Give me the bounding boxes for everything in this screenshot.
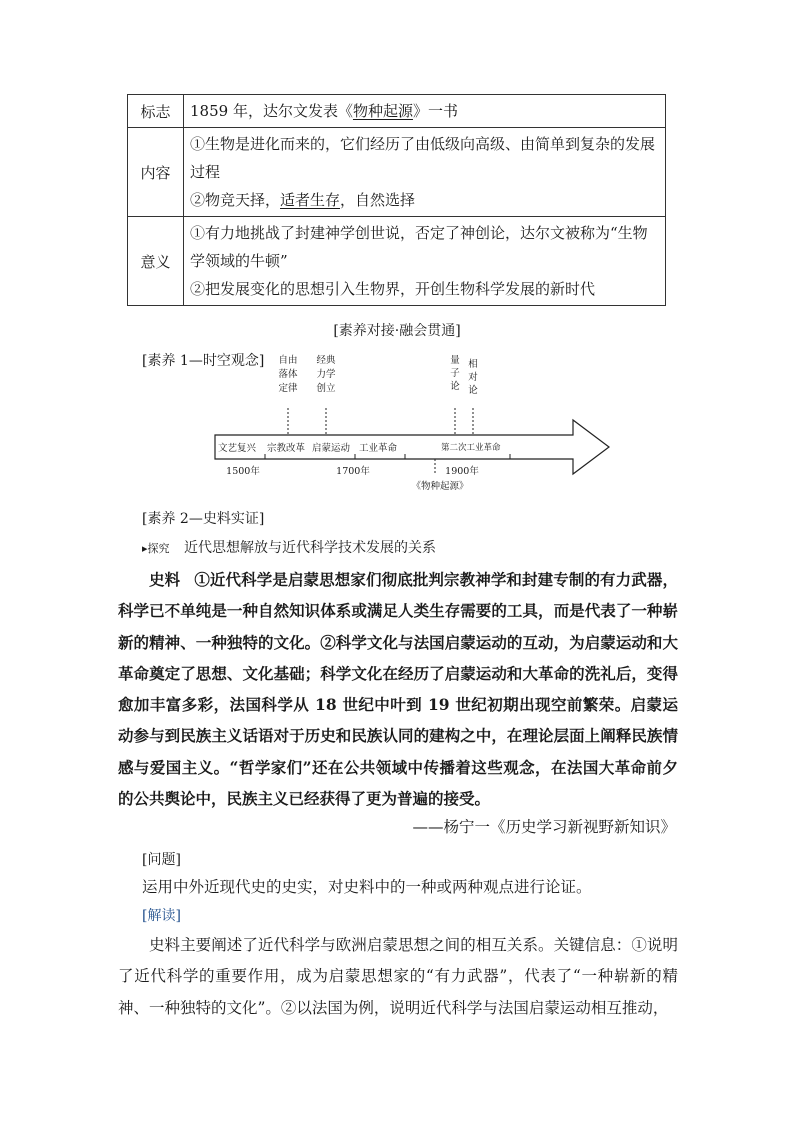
table-row [128, 217, 666, 306]
label-free-fall-2: 落体 [278, 369, 298, 380]
label-quantum-1: 量 [450, 355, 460, 366]
label-quantum-3: 论 [450, 381, 460, 392]
probe-line [142, 537, 436, 557]
text-segment: ，自然选择 [340, 191, 416, 209]
label-relativity-3: 论 [468, 385, 478, 396]
label-mechanics-2: 力学 [316, 369, 336, 380]
label-relativity-2: 对 [468, 372, 478, 383]
row-value [184, 95, 666, 128]
year-1500: 1500年 [226, 466, 260, 477]
source-paragraph [118, 564, 678, 814]
label-relativity-1: 相 [468, 359, 478, 370]
table-row [128, 128, 666, 217]
text-segment: ①生物是进化而来的，它们经历了由低级向高级、由简单到复杂的发展过程 [190, 135, 656, 181]
timeline-svg [205, 350, 615, 500]
row-key: 内容 [128, 128, 184, 217]
year-1700: 1700年 [336, 466, 370, 477]
literacy-2-heading: [素养 2—史料实证] [142, 511, 265, 527]
row-line [190, 275, 659, 303]
source-label: 史料 [149, 570, 181, 589]
year-1900: 1900年 [445, 466, 479, 477]
text-segment: 》一书 [412, 102, 458, 120]
row-value [184, 217, 666, 306]
row-line [190, 130, 659, 186]
interpretation-label: [解读] [142, 908, 181, 924]
bar-label-second-industrial: 第二次工业革命 [441, 443, 501, 453]
text-segment: ①有力地挑战了封建神学创世说，否定了神创论，达尔文被称为“生物学领域的牛顿” [190, 224, 648, 270]
row-key: 意义 [128, 217, 184, 306]
row-value [184, 128, 666, 217]
text-segment: ②物竞天择， [190, 191, 281, 209]
bar-label-industrial: 工业革命 [359, 443, 398, 454]
section-title: [素养对接·融会贯通] [333, 323, 461, 339]
literacy-1-heading: [素养 1—时空观念] [142, 353, 265, 369]
label-free-fall-3: 定律 [278, 383, 298, 394]
row-line [190, 186, 659, 214]
bar-label-reformation: 宗教改革 [267, 443, 306, 454]
label-free-fall-1: 自由 [278, 355, 298, 366]
underlined-term: 适者生存 [280, 191, 341, 209]
label-mechanics-3: 创立 [316, 383, 336, 394]
source-text: ①近代科学是启蒙思想家们彻底批判宗教神学和封建专制的有力武器，科学已不单纯是一种自然知识体系或满足人类生存需要的工具，而是代表了一种崭新的精神、一种独特的文化。②科学文化与法国启蒙运动的互动，为启蒙运动和大革命奠定了思想、文化基础；科学文化在经历了启蒙运动和大革命的洗礼后，变得愈加丰富多彩，法国科学从 18 世纪中叶到 19 世纪初期出现空前繁荣。启蒙运动参与到民族主义话语对于历史和民族认同的建构之中，在理论层面上阐释民族情感与爱国主义。“哲学家们”还在公共领域中传播着这些观念，在法国大革命前夕的公共舆论中，民族主义已经获得了更为普遍的接受。 [118, 570, 678, 809]
question-label: [问题] [142, 852, 181, 868]
source-citation: ——杨宁一《历史学习新视野新知识》 [412, 818, 676, 836]
probe-mark: ▸探究 [142, 542, 170, 555]
label-quantum-2: 子 [450, 368, 460, 379]
text-segment: ②把发展变化的思想引入生物界，开创生物科学发展的新时代 [190, 280, 596, 298]
probe-title: 近代思想解放与近代科学技术发展的关系 [183, 540, 436, 556]
underlined-term: 物种起源 [352, 102, 413, 120]
text-segment: 1859 年，达尔文发表《 [190, 102, 353, 120]
table-row [128, 95, 666, 128]
bar-label-enlightenment: 启蒙运动 [312, 443, 351, 454]
label-mechanics-1: 经典 [316, 355, 336, 366]
row-line [190, 219, 659, 275]
row-line [190, 97, 659, 125]
question-text: 运用中外近现代史的史实，对史料中的一种或两种观点进行论证。 [142, 878, 592, 896]
row-key: 标志 [128, 95, 184, 128]
interpretation-text: 史料主要阐述了近代科学与欧洲启蒙思想之间的相互关系。关键信息：①说明了近代科学的重要作用，成为启蒙思想家的“有力武器”，代表了“一种崭新的精神、一种独特的文化”。②以法国为例，说明近代科学与法国启蒙运动相互推动， [118, 936, 678, 1017]
label-origin-of-species: 《物种起源》 [411, 481, 469, 492]
summary-table [127, 94, 666, 306]
bar-label-renaissance: 文艺复兴 [218, 443, 257, 454]
timeline-figure [205, 350, 615, 500]
